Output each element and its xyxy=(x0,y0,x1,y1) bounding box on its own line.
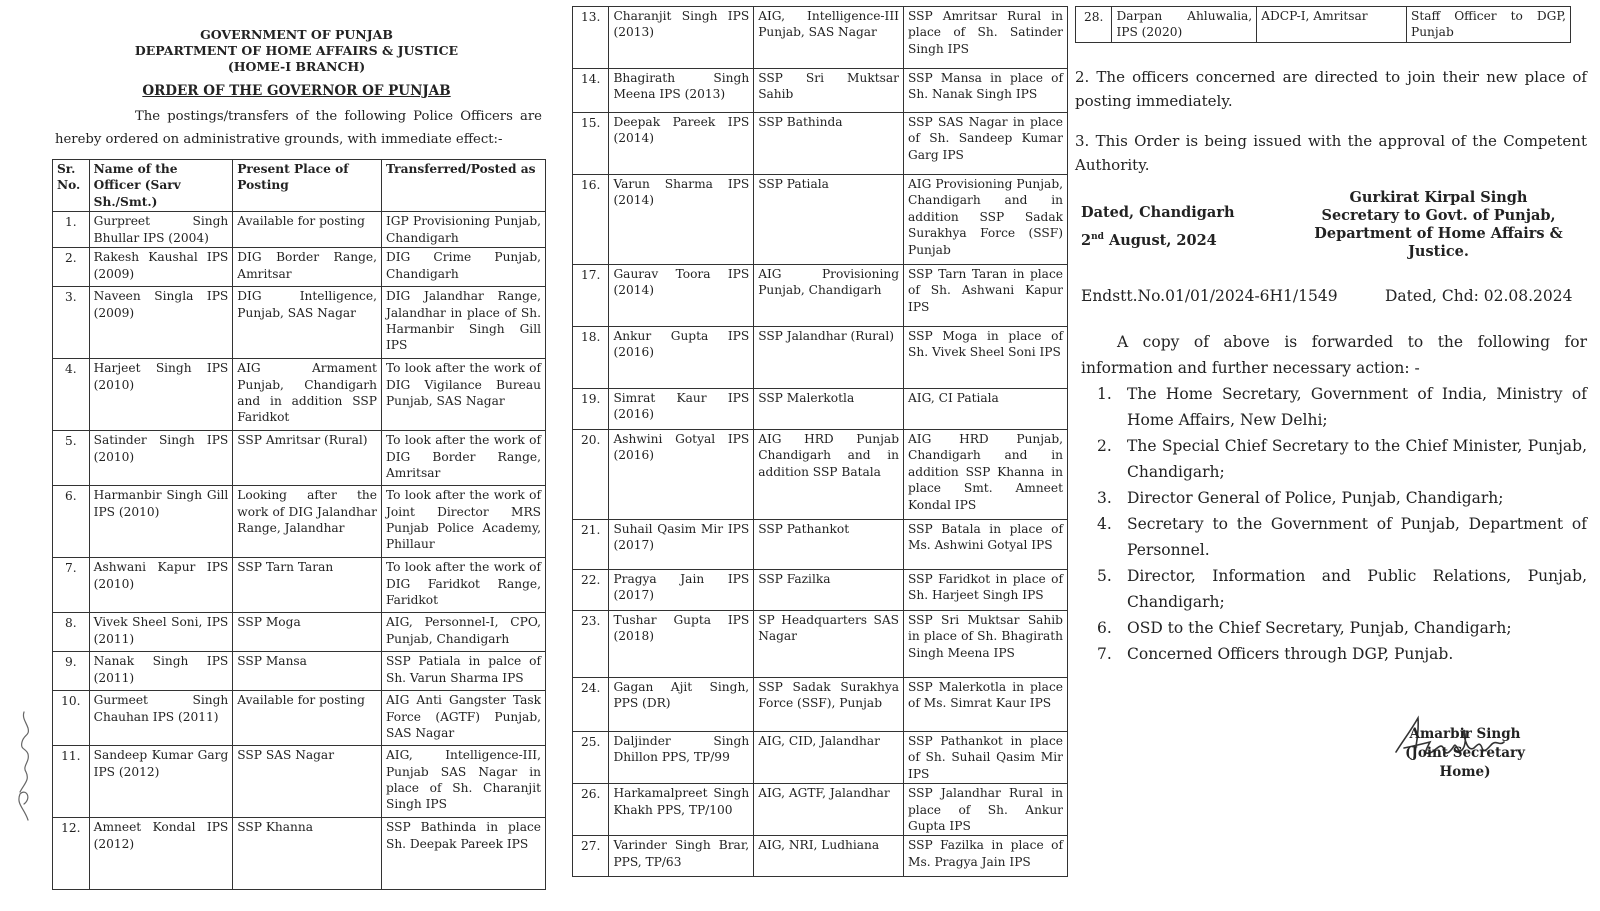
row-sr-no: 10. xyxy=(53,691,90,746)
row-sr-no: 4. xyxy=(53,359,90,431)
row-present-posting: SSP Malerkotla xyxy=(754,389,904,430)
secretary-signatory xyxy=(1290,189,1587,261)
order-intro: The postings/transfers of the following Police Officers are hereby ordered on administrative grounds, with immediate effect:- xyxy=(55,109,542,147)
list-item xyxy=(1075,381,1587,433)
row-present-posting: SSP Sadak Surakhya Force (SSF), Punjab xyxy=(754,678,904,732)
postings-table-part-3 xyxy=(1075,6,1571,43)
row-officer-name: Naveen Singla IPS (2009) xyxy=(89,287,233,359)
dated-suffix: nd xyxy=(1091,231,1104,242)
row-sr-no: 23. xyxy=(573,611,609,678)
row-sr-no: 2. xyxy=(53,248,90,287)
row-transferred-as: SSP Fazilka in place of Ms. Pragya Jain IPS xyxy=(904,836,1068,877)
row-transferred-as: To look after the work of DIG Faridkot Range, Faridkot xyxy=(381,558,545,613)
row-officer-name: Sandeep Kumar Garg IPS (2012) xyxy=(89,746,233,818)
dated-day: 2 xyxy=(1081,231,1092,249)
row-sr-no: 28. xyxy=(1076,7,1112,43)
endorsement-date: Dated, Chd: 02.08.2024 xyxy=(1385,286,1573,305)
row-officer-name: Harmanbir Singh Gill IPS (2010) xyxy=(89,486,233,558)
row-sr-no: 25. xyxy=(573,732,609,784)
row-sr-no: 6. xyxy=(53,486,90,558)
row-officer-name: Amneet Kondal IPS (2012) xyxy=(89,818,233,890)
row-sr-no: 16. xyxy=(573,175,609,265)
table-header-row xyxy=(53,160,546,212)
row-officer-name: Simrat Kaur IPS (2016) xyxy=(609,389,754,430)
endorsement-number: Endstt.No.01/01/2024-6H1/1549 xyxy=(1081,286,1338,305)
table-row xyxy=(573,265,1068,327)
row-officer-name: Charanjit Singh IPS (2013) xyxy=(609,7,754,69)
list-item-text: Concerned Officers through DGP, Punjab. xyxy=(1127,644,1454,663)
table-row xyxy=(53,746,546,818)
row-transferred-as: AIG, Intelligence-III, Punjab SAS Nagar in place of Sh. Charanjit Singh IPS xyxy=(381,746,545,818)
row-transferred-as: AIG HRD Punjab, Chandigarh and in addition SSP Khanna in place Smt. Amneet Kondal IPS xyxy=(904,430,1068,520)
row-transferred-as: SSP Malerkotla in place of Ms. Simrat Kaur IPS xyxy=(904,678,1068,732)
row-sr-no: 12. xyxy=(53,818,90,890)
table-row xyxy=(53,613,546,652)
department-heading: DEPARTMENT OF HOME AFFAIRS & JUSTICE xyxy=(134,43,459,58)
header-officer-name: Name of the Officer (Sarv Sh./Smt.) xyxy=(89,160,233,212)
row-transferred-as: SSP Bathinda in place Sh. Deepak Pareek IPS xyxy=(381,818,545,890)
row-officer-name: Ashwini Gotyal IPS (2016) xyxy=(609,430,754,520)
list-item xyxy=(1075,563,1587,615)
table-row xyxy=(53,818,546,890)
row-present-posting: Available for posting xyxy=(233,691,382,746)
row-transferred-as: DIG Jalandhar Range, Jalandhar in place of Sh. Harmanbir Singh Gill IPS xyxy=(381,287,545,359)
table-row xyxy=(573,570,1068,611)
row-sr-no: 26. xyxy=(573,784,609,836)
table-row xyxy=(573,69,1068,113)
row-present-posting: SSP SAS Nagar xyxy=(233,746,382,818)
secretary-title: Secretary to Govt. of Punjab, xyxy=(1321,206,1556,224)
header-transferred-as: Transferred/Posted as xyxy=(381,160,545,212)
margin-initials-image xyxy=(6,708,42,826)
row-present-posting: SSP Tarn Taran xyxy=(233,558,382,613)
row-officer-name: Pragya Jain IPS (2017) xyxy=(609,570,754,611)
list-item xyxy=(1075,615,1587,641)
row-transferred-as: SSP Batala in place of Ms. Ashwini Gotyal IPS xyxy=(904,520,1068,570)
row-sr-no: 15. xyxy=(573,113,609,175)
table-row xyxy=(573,611,1068,678)
table-row xyxy=(53,558,546,613)
row-transferred-as: SSP Tarn Taran in place of Sh. Ashwani Kapur IPS xyxy=(904,265,1068,327)
row-sr-no: 3. xyxy=(53,287,90,359)
list-item-text: Secretary to the Government of Punjab, Department of Personnel. xyxy=(1127,514,1587,559)
row-officer-name: Tushar Gupta IPS (2018) xyxy=(609,611,754,678)
row-officer-name: Ankur Gupta IPS (2016) xyxy=(609,327,754,389)
row-officer-name: Rakesh Kaushal IPS (2009) xyxy=(89,248,233,287)
row-officer-name: Varinder Singh Brar, PPS, TP/63 xyxy=(609,836,754,877)
row-sr-no: 24. xyxy=(573,678,609,732)
list-item-text: The Special Chief Secretary to the Chief Minister, Punjab, Chandigarh; xyxy=(1127,436,1587,481)
joint-secretary-title: (Joint Secretary Home) xyxy=(1405,745,1525,780)
row-officer-name: Daljinder Singh Dhillon PPS, TP/99 xyxy=(609,732,754,784)
header-sr-no: Sr. No. xyxy=(53,160,90,212)
postings-table-part-2 xyxy=(572,6,1068,877)
row-present-posting: SSP Jalandhar (Rural) xyxy=(754,327,904,389)
row-present-posting: SSP Patiala xyxy=(754,175,904,265)
row-present-posting: SSP Bathinda xyxy=(754,113,904,175)
row-transferred-as: AIG, CI Patiala xyxy=(904,389,1068,430)
dated-month-year: August, 2024 xyxy=(1103,231,1217,249)
dated-city: Dated, Chandigarh xyxy=(1081,203,1235,221)
secretary-name: Gurkirat Kirpal Singh xyxy=(1349,188,1528,206)
list-item-text: The Home Secretary, Government of India, Ministry of Home Affairs, New Delhi; xyxy=(1127,384,1587,429)
dated-place xyxy=(1081,201,1235,253)
list-item-text: OSD to the Chief Secretary, Punjab, Chandigarh; xyxy=(1127,618,1512,637)
secretary-department: Department of Home Affairs & Justice. xyxy=(1314,224,1563,260)
table-row xyxy=(1076,7,1571,43)
row-sr-no: 14. xyxy=(573,69,609,113)
table-row xyxy=(573,520,1068,570)
row-present-posting: SSP Khanna xyxy=(233,818,382,890)
table-row xyxy=(53,212,546,248)
joint-secretary-name: Amarbir Singh xyxy=(1409,726,1521,742)
row-present-posting: Looking after the work of DIG Jalandhar Range, Jalandhar xyxy=(233,486,382,558)
row-transferred-as: SSP Faridkot in place of Sh. Harjeet Singh IPS xyxy=(904,570,1068,611)
paragraph-3: 3. This Order is being issued with the approval of the Competent Authority. xyxy=(1075,131,1587,174)
paragraph-2: 2. The officers concerned are directed to join their new place of posting immediately. xyxy=(1075,67,1587,110)
signature-block xyxy=(1075,189,1587,261)
row-transferred-as: To look after the work of Joint Director MRS Punjab Police Academy, Phillaur xyxy=(381,486,545,558)
list-item xyxy=(1075,511,1587,563)
table-row xyxy=(573,327,1068,389)
copy-recipient-list xyxy=(1075,381,1587,667)
row-present-posting: AIG Provisioning Punjab, Chandigarh xyxy=(754,265,904,327)
order-page-3 xyxy=(1075,0,1587,667)
copy-forwarded-text: A copy of above is forwarded to the following for information and further necessary action: - xyxy=(1081,332,1587,377)
row-present-posting: SSP Pathankot xyxy=(754,520,904,570)
row-officer-name: Darpan Ahluwalia, IPS (2020) xyxy=(1112,7,1257,43)
table-row xyxy=(573,7,1068,69)
row-transferred-as: AIG, Personnel-I, CPO, Punjab, Chandigarh xyxy=(381,613,545,652)
row-sr-no: 11. xyxy=(53,746,90,818)
row-officer-name: Vivek Sheel Soni, IPS (2011) xyxy=(89,613,233,652)
row-sr-no: 13. xyxy=(573,7,609,69)
list-item xyxy=(1075,433,1587,485)
list-item-text: Director General of Police, Punjab, Chandigarh; xyxy=(1127,488,1504,507)
row-present-posting: AIG, CID, Jalandhar xyxy=(754,732,904,784)
row-transferred-as: SSP Pathankot in place of Sh. Suhail Qasim Mir IPS xyxy=(904,732,1068,784)
row-officer-name: Gurmeet Singh Chauhan IPS (2011) xyxy=(89,691,233,746)
row-officer-name: Harjeet Singh IPS (2010) xyxy=(89,359,233,431)
row-present-posting: Available for posting xyxy=(233,212,382,248)
row-transferred-as: To look after the work of DIG Vigilance Bureau Punjab, SAS Nagar xyxy=(381,359,545,431)
row-officer-name: Gurpreet Singh Bhullar IPS (2004) xyxy=(89,212,233,248)
list-item xyxy=(1075,485,1587,511)
order-page-1 xyxy=(45,0,548,890)
list-item-text: Director, Information and Public Relations, Punjab, Chandigarh; xyxy=(1127,566,1587,611)
row-present-posting: SP Headquarters SAS Nagar xyxy=(754,611,904,678)
row-transferred-as: SSP Mansa in place of Sh. Nanak Singh IPS xyxy=(904,69,1068,113)
table-row xyxy=(573,430,1068,520)
row-transferred-as: SSP Moga in place of Sh. Vivek Sheel Soni IPS xyxy=(904,327,1068,389)
table-row xyxy=(573,836,1068,877)
row-sr-no: 20. xyxy=(573,430,609,520)
row-present-posting: SSP Mansa xyxy=(233,652,382,691)
row-sr-no: 22. xyxy=(573,570,609,611)
list-item-number: 4. xyxy=(1097,514,1112,533)
row-transferred-as: SSP Sri Muktsar Sahib in place of Sh. Bhagirath Singh Meena IPS xyxy=(904,611,1068,678)
row-present-posting: DIG Border Range, Amritsar xyxy=(233,248,382,287)
table-row xyxy=(573,784,1068,836)
row-officer-name: Varun Sharma IPS (2014) xyxy=(609,175,754,265)
row-present-posting: SSP Moga xyxy=(233,613,382,652)
row-transferred-as: SSP Patiala in palce of Sh. Varun Sharma IPS xyxy=(381,652,545,691)
row-sr-no: 8. xyxy=(53,613,90,652)
row-transferred-as: AIG Provisioning Punjab, Chandigarh and in addition SSP Sadak Surakhya Force (SSF) Punjab xyxy=(904,175,1068,265)
row-present-posting: DIG Intelligence, Punjab, SAS Nagar xyxy=(233,287,382,359)
row-transferred-as: SSP Jalandhar Rural in place of Sh. Ankur Gupta IPS xyxy=(904,784,1068,836)
table-row xyxy=(53,652,546,691)
row-transferred-as: SSP Amritsar Rural in place of Sh. Satinder Singh IPS xyxy=(904,7,1068,69)
row-present-posting: AIG, Intelligence-III Punjab, SAS Nagar xyxy=(754,7,904,69)
table-row xyxy=(53,486,546,558)
table-row xyxy=(53,359,546,431)
row-officer-name: Gagan Ajit Singh, PPS (DR) xyxy=(609,678,754,732)
row-transferred-as: Staff Officer to DGP, Punjab xyxy=(1407,7,1571,43)
table-row xyxy=(53,287,546,359)
row-sr-no: 5. xyxy=(53,431,90,486)
row-transferred-as: AIG Anti Gangster Task Force (AGTF) Punjab, SAS Nagar xyxy=(381,691,545,746)
order-page-2 xyxy=(572,0,1070,877)
branch-heading: (HOME-I BRANCH) xyxy=(227,59,366,74)
header-present-posting: Present Place of Posting xyxy=(233,160,382,212)
table-row xyxy=(53,431,546,486)
row-transferred-as: IGP Provisioning Punjab, Chandigarh xyxy=(381,212,545,248)
row-present-posting: AIG, NRI, Ludhiana xyxy=(754,836,904,877)
row-present-posting: SSP Fazilka xyxy=(754,570,904,611)
list-item xyxy=(1075,641,1587,667)
row-sr-no: 21. xyxy=(573,520,609,570)
row-officer-name: Ashwani Kapur IPS (2010) xyxy=(89,558,233,613)
table-row xyxy=(573,113,1068,175)
row-officer-name: Bhagirath Singh Meena IPS (2013) xyxy=(609,69,754,113)
row-sr-no: 27. xyxy=(573,836,609,877)
list-item-number: 7. xyxy=(1097,644,1112,663)
row-present-posting: AIG, AGTF, Jalandhar xyxy=(754,784,904,836)
list-item-number: 1. xyxy=(1097,384,1112,403)
table-row xyxy=(573,678,1068,732)
row-officer-name: Suhail Qasim Mir IPS (2017) xyxy=(609,520,754,570)
order-title: ORDER OF THE GOVERNOR OF PUNJAB xyxy=(142,83,451,99)
row-transferred-as: To look after the work of DIG Border Range, Amritsar xyxy=(381,431,545,486)
government-heading: GOVERNMENT OF PUNJAB xyxy=(200,27,393,42)
table-row xyxy=(573,732,1068,784)
row-officer-name: Deepak Pareek IPS (2014) xyxy=(609,113,754,175)
row-officer-name: Gaurav Toora IPS (2014) xyxy=(609,265,754,327)
list-item-number: 6. xyxy=(1097,618,1112,637)
postings-table-part-1 xyxy=(52,159,546,890)
row-present-posting: SSP Amritsar (Rural) xyxy=(233,431,382,486)
row-sr-no: 9. xyxy=(53,652,90,691)
row-sr-no: 18. xyxy=(573,327,609,389)
row-officer-name: Nanak Singh IPS (2011) xyxy=(89,652,233,691)
row-transferred-as: SSP SAS Nagar in place of Sh. Sandeep Kumar Garg IPS xyxy=(904,113,1068,175)
list-item-number: 5. xyxy=(1097,566,1112,585)
row-present-posting: ADCP-I, Amritsar xyxy=(1257,7,1407,43)
table-row xyxy=(573,389,1068,430)
table-row xyxy=(53,691,546,746)
row-sr-no: 7. xyxy=(53,558,90,613)
row-present-posting: AIG Armament Punjab, Chandigarh and in addition SSP Faridkot xyxy=(233,359,382,431)
table-row xyxy=(53,248,546,287)
row-transferred-as: DIG Crime Punjab, Chandigarh xyxy=(381,248,545,287)
list-item-number: 2. xyxy=(1097,436,1112,455)
row-sr-no: 19. xyxy=(573,389,609,430)
endorsement-line xyxy=(1075,287,1587,311)
row-officer-name: Satinder Singh IPS (2010) xyxy=(89,431,233,486)
row-present-posting: SSP Sri Muktsar Sahib xyxy=(754,69,904,113)
list-item-number: 3. xyxy=(1097,488,1112,507)
row-officer-name: Harkamalpreet Singh Khakh PPS, TP/100 xyxy=(609,784,754,836)
joint-secretary-signatory xyxy=(1385,725,1545,782)
row-present-posting: AIG HRD Punjab Chandigarh and in addition SSP Batala xyxy=(754,430,904,520)
row-sr-no: 1. xyxy=(53,212,90,248)
table-row xyxy=(573,175,1068,265)
dated-date xyxy=(1081,225,1235,253)
row-sr-no: 17. xyxy=(573,265,609,327)
